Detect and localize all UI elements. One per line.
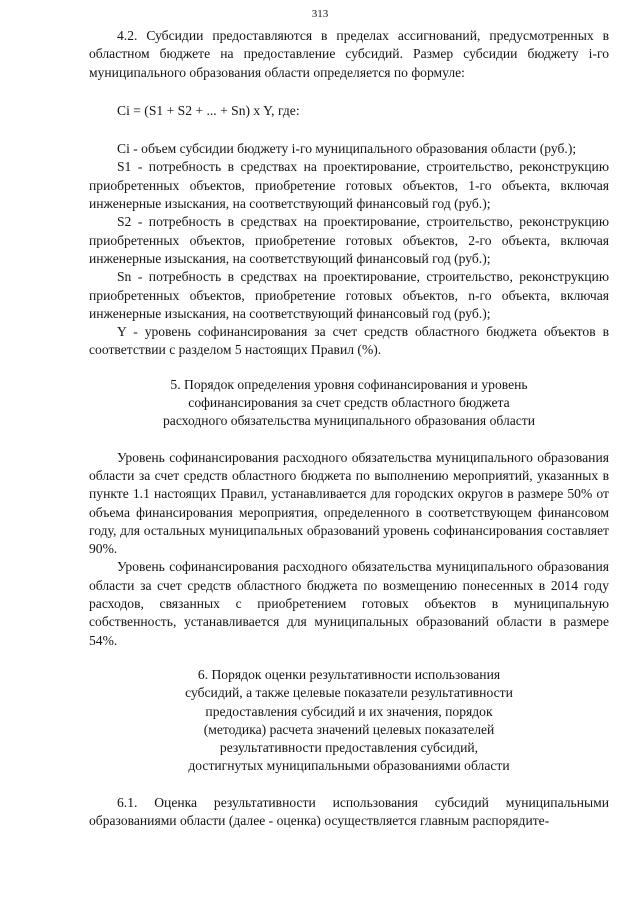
section5-paragraph-2: Уровень софинансирования расходного обязательства муниципального образования области за счет средств областного бюджета по возмещению понесенных в 2014 году расходов, связанных с приобретением готовых объектов в муниципальную собственность, устанавливается для муниципальных образований области в размере 54%. xyxy=(89,559,609,648)
section6-heading-line: субсидий, а также целевые показатели результативности xyxy=(185,685,513,701)
definition-sn: Sn - потребность в средствах на проектирование, строительство, реконструкцию приобретенных объектов, приобретение готовых объектов, n-го объекта, включая инженерные изыскания, на соответствующий финансовый год (руб.); xyxy=(89,269,609,321)
page-number: 313 xyxy=(311,8,329,20)
definition-s1: S1 - потребность в средствах на проектирование, строительство, реконструкцию приобретенных объектов, приобретение готовых объектов, 1-го объекта, включая инженерные изыскания, на соответствующий финансовый год (руб.); xyxy=(89,159,609,212)
section6-heading-line: (методика) расчета значений целевых показателей xyxy=(203,721,495,737)
section5-paragraph-1: Уровень софинансирования расходного обязательства муниципального образования области за счет средств областного бюджета по выполнению мероприятий, указанных в пункте 1.1 настоящих Правил, устанавливается для городских округов в размере 50% от объема финансирования мероприятия, определенного в соответствующем финансовом году, для остальных муниципальных образований уровень софинансирования составляет 90%. xyxy=(89,449,609,557)
definition-s2: S2 - потребность в средствах на проектирование, строительство, реконструкцию приобретенных объектов, приобретение готовых объектов, 2-го объекта, включая инженерные изыскания, на соответствующий финансовый год (руб.); xyxy=(89,214,609,266)
section6-heading-line: 6. Порядок оценки результативности использования xyxy=(197,666,501,682)
section6-heading-line: результативности предоставления субсидий, xyxy=(219,740,479,756)
section6-paragraph-1: 6.1. Оценка результативности использования субсидий муниципальными образованиями области (далее - оценка) осуществляется главным распорядите- xyxy=(89,794,609,828)
section6-heading xyxy=(89,666,609,776)
section5-heading-line: 5. Порядок определения уровня софинансирования и уровень xyxy=(170,376,528,392)
section6-heading-line: достигнутых муниципальными образованиями области xyxy=(188,758,510,774)
section5-heading-line: расходного обязательства муниципального образования области xyxy=(162,413,536,429)
section4-intro: 4.2. Субсидии предоставляются в пределах ассигнований, предусмотренных в областном бюджете на предоставление субсидий. Размер субсидии бюджету i-го муниципального образования области определяется по формуле: xyxy=(89,28,609,80)
subsidy-formula: Ci = (S1 + S2 + ... + Sn) x Y, где: xyxy=(117,102,300,118)
section5-heading-line: софинансирования за счет средств областного бюджета xyxy=(188,395,510,411)
definition-ci: Ci - объем субсидии бюджету i-го муниципального образования области (руб.); xyxy=(117,141,577,157)
section5-heading xyxy=(89,376,609,431)
document-body xyxy=(89,27,609,830)
section6-heading-line: предоставления субсидий и их значения, порядок xyxy=(205,703,493,719)
definition-y: Y - уровень софинансирования за счет средств областного бюджета объектов в соответствии с разделом 5 настоящих Правил (%). xyxy=(89,324,609,358)
